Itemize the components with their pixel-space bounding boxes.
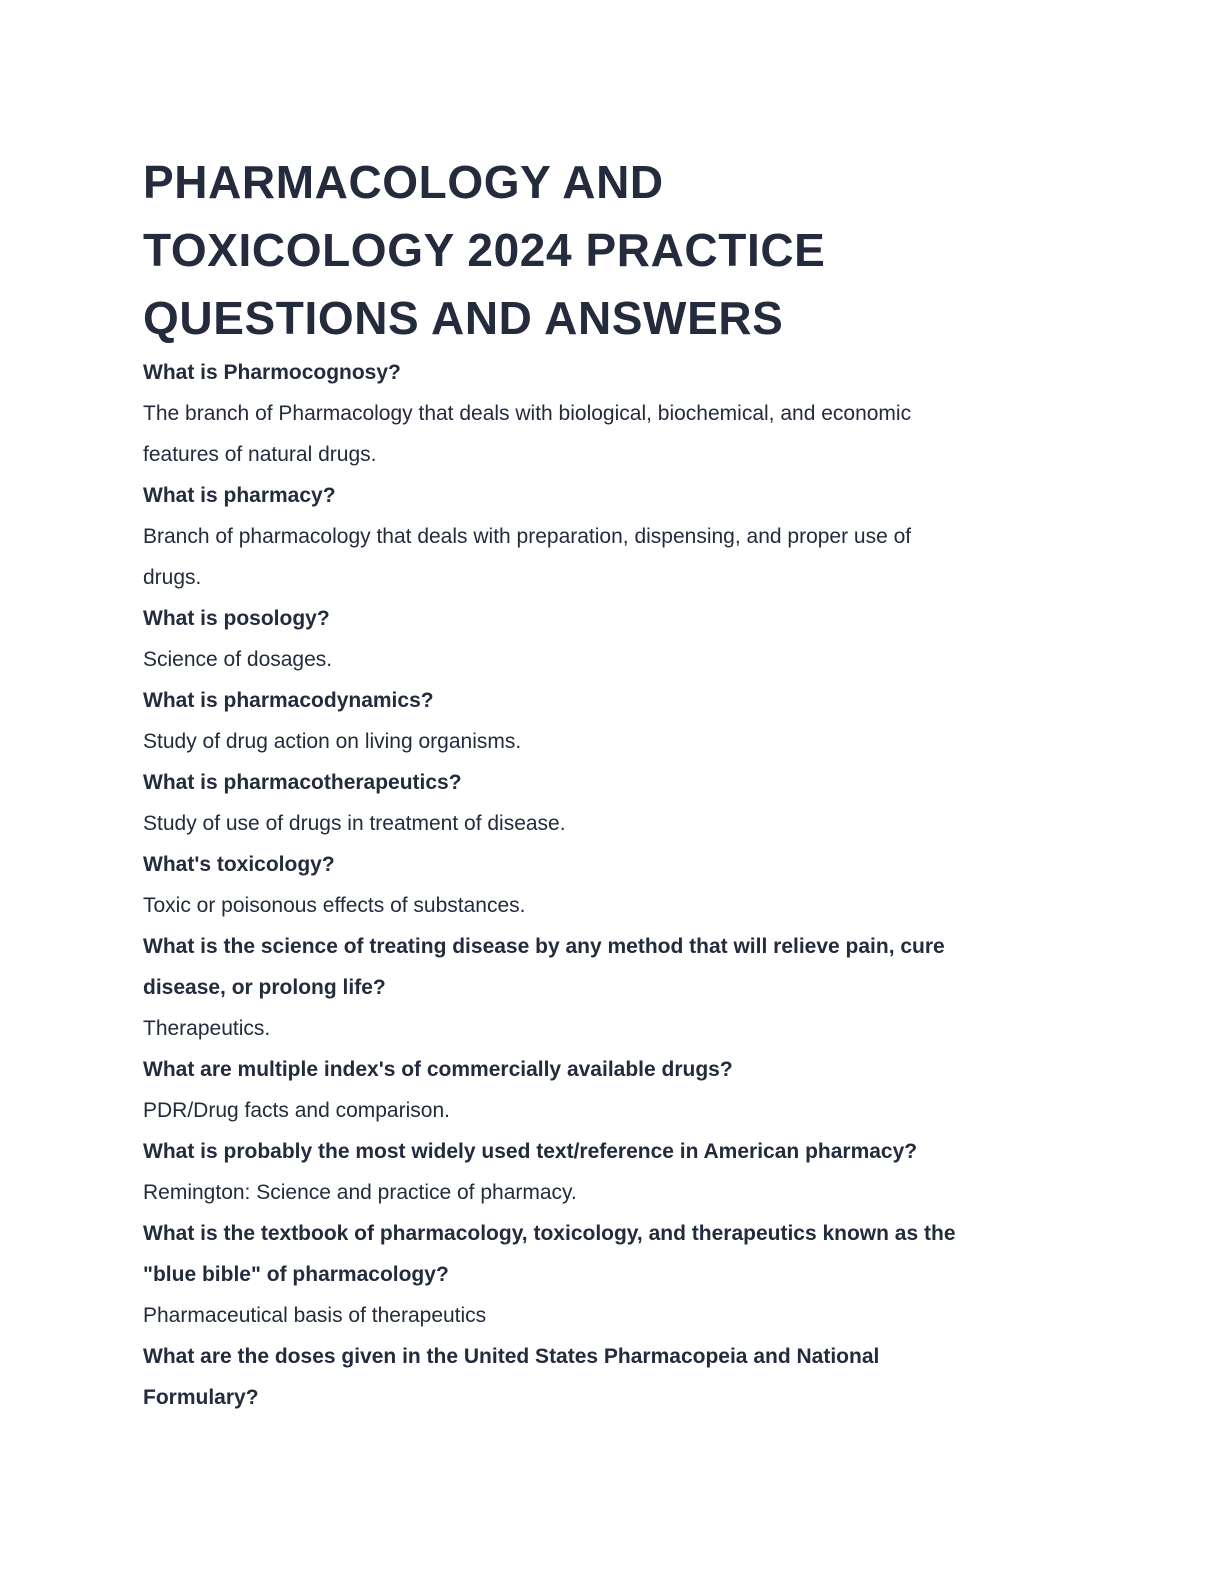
question-line: What is Pharmocognosy? <box>143 361 401 384</box>
answer-line: The branch of Pharmacology that deals with biological, biochemical, and economic <box>143 402 912 425</box>
question-line: What's toxicology? <box>143 853 335 876</box>
answer <box>143 639 1083 680</box>
title-line: QUESTIONS AND ANSWERS <box>143 292 784 344</box>
question <box>143 844 1083 885</box>
document-title <box>143 148 1083 352</box>
question <box>143 1049 1083 1090</box>
answer-line: Science of dosages. <box>143 648 333 671</box>
answer-line: Branch of pharmacology that deals with preparation, dispensing, and proper use of <box>143 525 912 548</box>
answer-line: Toxic or poisonous effects of substances. <box>143 894 526 917</box>
question <box>143 680 1083 721</box>
question-line: What is the textbook of pharmacology, toxicology, and therapeutics known as the <box>143 1222 956 1245</box>
answer-line: Pharmaceutical basis of therapeutics <box>143 1304 487 1327</box>
answer <box>143 721 1083 762</box>
answer <box>143 516 1083 598</box>
question <box>143 1213 1083 1295</box>
question <box>143 598 1083 639</box>
answer <box>143 393 1083 475</box>
qa-item <box>143 680 1083 762</box>
title-line: TOXICOLOGY 2024 PRACTICE <box>143 224 826 276</box>
answer <box>143 1295 1083 1336</box>
question-line: What are the doses given in the United States Pharmacopeia and National <box>143 1345 880 1368</box>
qa-item <box>143 926 1083 1049</box>
qa-list <box>143 352 1083 1418</box>
question-line: Formulary? <box>143 1386 259 1409</box>
title-line: PHARMACOLOGY AND <box>143 156 664 208</box>
question <box>143 926 1083 1008</box>
qa-item <box>143 844 1083 926</box>
question-line: What is pharmacodynamics? <box>143 689 434 712</box>
qa-item <box>143 1131 1083 1213</box>
qa-item <box>143 598 1083 680</box>
qa-item <box>143 1336 1083 1418</box>
answer <box>143 803 1083 844</box>
answer-line: Study of use of drugs in treatment of disease. <box>143 812 566 835</box>
answer-line: drugs. <box>143 566 202 589</box>
qa-item <box>143 1049 1083 1131</box>
question <box>143 475 1083 516</box>
question-line: What is pharmacy? <box>143 484 336 507</box>
answer-line: features of natural drugs. <box>143 443 377 466</box>
document-content <box>143 148 1083 1418</box>
question <box>143 762 1083 803</box>
question-line: What are multiple index's of commercially available drugs? <box>143 1058 733 1081</box>
question-line: What is posology? <box>143 607 330 630</box>
question <box>143 1131 1083 1172</box>
qa-item <box>143 352 1083 475</box>
answer <box>143 1008 1083 1049</box>
answer-line: PDR/Drug facts and comparison. <box>143 1099 450 1122</box>
answer-line: Study of drug action on living organisms. <box>143 730 522 753</box>
question-line: "blue bible" of pharmacology? <box>143 1263 449 1286</box>
answer-line: Remington: Science and practice of pharmacy. <box>143 1181 577 1204</box>
qa-item <box>143 1213 1083 1336</box>
question <box>143 352 1083 393</box>
question-line: What is the science of treating disease by any method that will relieve pain, cure <box>143 935 945 958</box>
answer <box>143 885 1083 926</box>
question-line: What is probably the most widely used text/reference in American pharmacy? <box>143 1140 918 1163</box>
question <box>143 1336 1083 1418</box>
qa-item <box>143 762 1083 844</box>
answer <box>143 1172 1083 1213</box>
answer-line: Therapeutics. <box>143 1017 271 1040</box>
qa-item <box>143 475 1083 598</box>
answer <box>143 1090 1083 1131</box>
question-line: What is pharmacotherapeutics? <box>143 771 462 794</box>
question-line: disease, or prolong life? <box>143 976 386 999</box>
